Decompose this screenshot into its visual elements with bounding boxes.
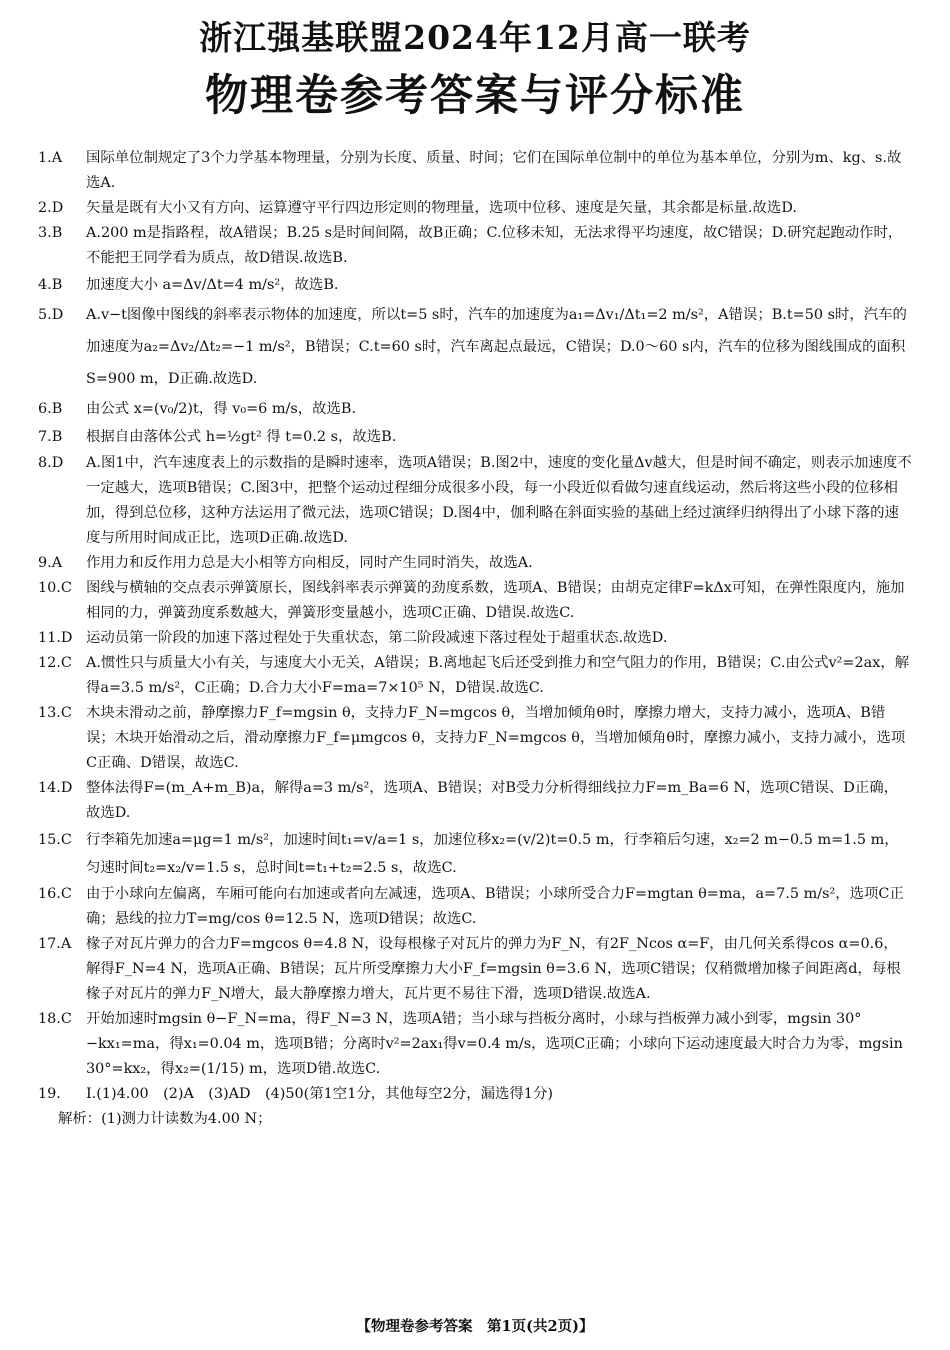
answer-explanation: 椽子对瓦片弹力的合力F=mgcos θ=4.8 N，设每根椽子对瓦片的弹力为F_N，有2F_Ncos α=F，由几何关系得cos α=0.6，解得F_N=4 N，选项A正确、B错误；瓦片所受摩擦力大小F_f=mgsin θ=3.6 N，选项C错误；仅稍微增加椽子间距离d，每根椽子对瓦片的弹力F_N增大，最大静摩擦力增大，瓦片更不易往下滑，选项D错误.故选A.	[86, 936, 901, 1002]
answer-explanation: A.惯性只与质量大小有关，与速度大小无关，A错误；B.离地起飞后还受到推力和空气阻力的作用，B错误；C.由公式v²=2ax，解得a=3.5 m/s²，C正确；D.合力大小F=ma=7×10⁵ N，D错误.故选C.	[86, 655, 910, 696]
answer-explanation: 根据自由落体公式 h=½gt² 得 t=0.2 s，故选B.	[86, 429, 397, 445]
answer-explanation: 由于小球向左偏离，车厢可能向右加速或者向左减速，选项A、B错误；小球所受合力F=mgtan θ=ma，a=7.5 m/s²，选项C正确；悬线的拉力T=mg/cos θ=12.5 N，选项D错误；故选C.	[86, 886, 904, 927]
answer-item	[38, 932, 912, 1007]
question-number: 2.D	[38, 200, 64, 216]
answer-item	[38, 1082, 912, 1107]
question-number: 10.C	[38, 580, 72, 596]
answer-item	[38, 626, 912, 651]
question-number: 3.B	[38, 225, 63, 241]
answer-explanation: 整体法得F=(m_A+m_B)a，解得a=3 m/s²，选项A、B错误；对B受力分析得细线拉力F=m_Ba=6 N，选项C错误、D正确，故选D.	[86, 780, 898, 821]
question-number: 15.C	[38, 832, 72, 848]
answer-explanation: 由公式 x=(v₀/2)t，得 v₀=6 m/s，故选B.	[86, 401, 357, 417]
exam-title: 浙江强基联盟2024年12月高一联考	[199, 18, 751, 57]
answer-explanation: 国际单位制规定了3个力学基本物理量，分别为长度、质量、时间；它们在国际单位制中的单位为基本单位，分别为m、kg、s.故选A.	[86, 150, 902, 191]
question-number: 18.C	[38, 1011, 72, 1027]
answer-item	[38, 1007, 912, 1082]
answer-item	[38, 451, 912, 551]
answer-explanation: 作用力和反作用力总是大小相等方向相反，同时产生同时消失，故选A.	[86, 555, 533, 571]
answer-item	[38, 551, 912, 576]
answer-explanation: 图线与横轴的交点表示弹簧原长，图线斜率表示弹簧的劲度系数，选项A、B错误；由胡克定律F=kΔx可知，在弹性限度内，施加相同的力，弹簧劲度系数越大，弹簧形变量越小，选项C正确、D错误.故选C.	[86, 580, 905, 621]
answer-item	[38, 776, 912, 826]
answer-explanation: 加速度大小 a=Δv/Δt=4 m/s²，故选B.	[86, 277, 339, 293]
answer-item	[38, 271, 912, 299]
page-footer: 【物理卷参考答案 第1页(共2页)】	[356, 1318, 594, 1335]
question-number: 17.A	[38, 936, 72, 952]
question-number: 5.D	[38, 307, 64, 323]
question-number: 1.A	[38, 150, 63, 166]
question-number: 11.D	[38, 630, 73, 646]
answer-item	[38, 826, 912, 882]
answer-item	[38, 146, 912, 196]
answer-explanation: 开始加速时mgsin θ−F_N=ma，得F_N=3 N，选项A错；当小球与挡板分离时，小球与挡板弹力减小到零，mgsin 30°−kx₁=ma，得x₁=0.04 m，选项B错；分离时v²=2ax₁得v=0.4 m/s，选项C正确；小球向下运动速度最大时合力为零，mgsin 30°=kx₂，得x₂=(1/15) m，选项D错.故选C.	[86, 1011, 903, 1077]
answer-item	[38, 651, 912, 701]
question-number: 7.B	[38, 429, 63, 445]
answer-item	[38, 395, 912, 423]
answer-explanation: A.图1中，汽车速度表上的示数指的是瞬时速率，选项A错误；B.图2中，速度的变化量Δv越大，但是时间不确定，则表示加速度不一定越大，选项B错误；C.图3中，把整个运动过程细分成很多小段，每一小段近似看做匀速直线运动，然后将这些小段的位移相加，得到总位移，这种方法运用了微元法，选项C错误；D.图4中，伽利略在斜面实验的基础上经过演绎归纳得出了小球下落的速度与所用时间成正比，选项D正确.故选D.	[86, 455, 912, 546]
question-number: 14.D	[38, 780, 73, 796]
answer-item	[38, 576, 912, 626]
answer-explanation: A.200 m是指路程，故A错误；B.25 s是时间间隔，故B正确；C.位移未知，无法求得平均速度，故C错误；D.研究起跑动作时，不能把王同学看为质点，故D错误.故选B.	[86, 225, 903, 266]
answer-item	[38, 221, 912, 271]
question-number: 16.C	[38, 886, 72, 902]
answer-item	[38, 701, 912, 776]
question-number: 9.A	[38, 555, 63, 571]
answer-item	[38, 882, 912, 932]
question-number: 6.B	[38, 401, 63, 417]
question-number: 12.C	[38, 655, 72, 671]
question-number: 8.D	[38, 455, 64, 471]
answer-explanation: 行李箱先加速a=μg=1 m/s²，加速时间t₁=v/a=1 s，加速位移x₂=(v/2)t=0.5 m，行李箱后匀速，x₂=2 m−0.5 m=1.5 m，匀速时间t₂=x₂/v=1.5 s，总时间t=t₁+t₂=2.5 s，故选C.	[86, 832, 899, 876]
answer-item	[38, 299, 912, 395]
answer-item	[38, 423, 912, 451]
answer-explanation: A.v−t图像中图线的斜率表示物体的加速度，所以t=5 s时，汽车的加速度为a₁=Δv₁/Δt₁=2 m/s²，A错误；B.t=50 s时，汽车的加速度为a₂=Δv₂/Δt₂=−1 m/s²，B错误；C.t=60 s时，汽车离起点最远，C错误；D.0～60 s内，汽车的位移为图线围成的面积S=900 m，D正确.故选D.	[86, 307, 907, 387]
question-number: 13.C	[38, 705, 72, 721]
question-number: 4.B	[38, 277, 63, 293]
answer-explanation: Ⅰ.(1)4.00 (2)A (3)AD (4)50(第1空1分，其他每空2分，漏选得1分)	[86, 1086, 553, 1102]
answer-explanation: 木块未滑动之前，静摩擦力F_f=mgsin θ，支持力F_N=mgcos θ，当增加倾角θ时，摩擦力增大，支持力减小，选项A、B错误；木块开始滑动之后，滑动摩擦力F_f=μmgcos θ，支持力F_N=mgcos θ，当增加倾角θ时，摩擦力减小，支持力减小，选项C正确、D错误，故选C.	[86, 705, 906, 771]
document-title: 物理卷参考答案与评分标准	[205, 71, 745, 121]
answer-explanation: 矢量是既有大小又有方向、运算遵守平行四边形定则的物理量，选项中位移、速度是矢量，其余都是标量.故选D.	[86, 200, 797, 216]
solution-note: 解析：(1)测力计读数为4.00 N；	[58, 1111, 272, 1127]
answer-item	[38, 196, 912, 221]
question-number: 19.	[38, 1086, 61, 1102]
answer-list	[38, 146, 912, 1132]
answer-explanation: 运动员第一阶段的加速下落过程处于失重状态，第二阶段减速下落过程处于超重状态.故选D.	[86, 630, 668, 646]
